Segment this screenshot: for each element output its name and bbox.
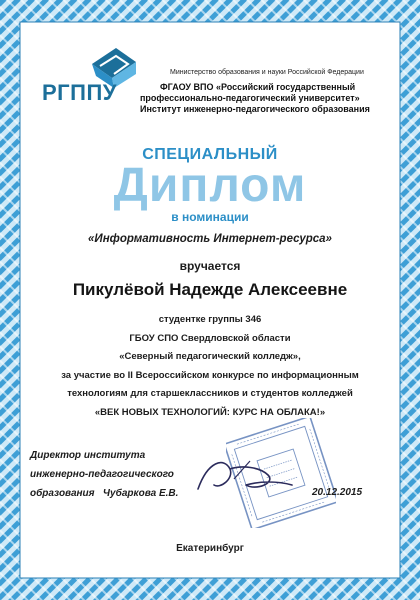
- detail-line: «ВЕК НОВЫХ ТЕХНОЛОГИЙ: КУРС НА ОБЛАКА!»: [94, 406, 326, 418]
- ministry-name: Министерство образования и науки Российской Федерации: [170, 69, 364, 76]
- nomination-title: «Информативность Интернет-ресурса»: [88, 233, 332, 245]
- awarded-label: вручается: [179, 259, 241, 273]
- special-label: СПЕЦИАЛЬНЫЙ: [142, 146, 278, 163]
- award-details: [0, 311, 420, 422]
- issue-date: 20.12.2015: [312, 487, 363, 498]
- director-institute: инженерно-педагогического: [30, 469, 174, 480]
- detail-line: студентке группы 346: [158, 314, 262, 325]
- detail-line: «Северный педагогический колледж»,: [119, 351, 301, 362]
- university-logo-text: РГППУ: [42, 80, 117, 105]
- detail-line: технологиям для старшеклассников и студентов колледжей: [67, 388, 353, 399]
- nomination-label: в номинации: [171, 210, 249, 224]
- university-name-line2: профессионально-педагогический университет»: [140, 93, 360, 103]
- recipient-name: Пикулёвой Надежде Алексеевне: [72, 280, 348, 299]
- detail-line: ГБОУ СПО Свердловской области: [129, 332, 291, 344]
- university-name: [140, 82, 390, 115]
- diploma-title: Диплом: [113, 159, 307, 212]
- institute-name: Институт инженерно-педагогического образования: [140, 104, 370, 114]
- director-name: образования Чубаркова Е.В.: [30, 488, 179, 499]
- university-name-line1: ФГАОУ ВПО «Российский государственный: [160, 82, 356, 92]
- director-signature-block: [30, 446, 220, 503]
- director-title: Директор института: [30, 450, 146, 461]
- detail-line: за участие во II Всероссийском конкурсе по информационным: [61, 369, 359, 381]
- city-name: Екатеринбург: [176, 543, 244, 554]
